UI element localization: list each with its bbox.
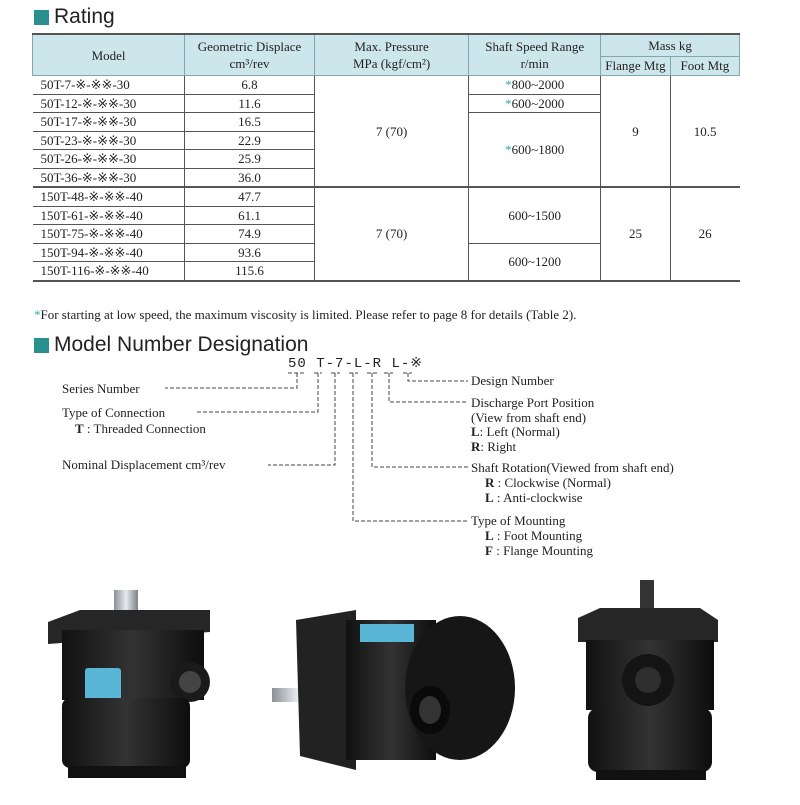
flange-mass-group1: 9 — [601, 76, 671, 188]
label-connection-t — [75, 421, 206, 437]
designation-heading — [34, 333, 308, 357]
asterisk-mark: * — [505, 77, 512, 93]
rating-footnote — [34, 307, 576, 323]
asterisk-mark: * — [34, 307, 41, 322]
code-displacement: 7 — [335, 356, 345, 372]
key-t: T — [75, 421, 84, 436]
key-l: L — [471, 424, 480, 439]
speed-cell — [469, 94, 601, 113]
model-cell: 50T-12-※-※※-30 — [33, 94, 185, 113]
designation-title: Model Number Designation — [54, 333, 309, 356]
header-speed-unit: r/min — [520, 56, 549, 71]
label-mounting-f — [485, 543, 593, 559]
code-discharge: L — [391, 356, 401, 372]
footnote-text: For starting at low speed, the maximum viscosity is limited. Please refer to page 8 for details (Table 2). — [40, 307, 577, 322]
model-code — [288, 355, 423, 372]
header-foot — [670, 57, 739, 76]
key-r: R — [485, 475, 495, 490]
section-square-icon — [34, 10, 49, 25]
disp-cell: 93.6 — [185, 243, 315, 262]
disp-cell: 74.9 — [185, 225, 315, 244]
text-clockwise: : Clockwise (Normal) — [497, 475, 612, 490]
header-displacement-text: Geometric Displace — [197, 39, 302, 54]
header-pressure-unit: MPa (kgf/cm²) — [352, 56, 431, 71]
model-cell: 50T-17-※-※※-30 — [33, 113, 185, 132]
key-r: R — [471, 439, 481, 454]
speed-cell: 600~1200 — [469, 243, 601, 281]
code-series: 50 — [288, 356, 307, 372]
text-anticlockwise: : Anti-clockwise — [496, 490, 583, 505]
disp-cell: 22.9 — [185, 131, 315, 150]
code-dash: - — [344, 356, 354, 372]
header-speed — [469, 34, 601, 76]
header-speed-text: Shaft Speed Range — [485, 39, 585, 54]
header-pressure-text: Max. Pressure — [354, 39, 429, 54]
speed-value: 600~1800 — [511, 142, 565, 157]
label-design-number: Design Number — [471, 373, 554, 388]
asterisk-mark: * — [505, 95, 512, 111]
text-foot: : Foot Mounting — [496, 528, 583, 543]
header-displacement-unit: cm³/rev — [229, 56, 270, 71]
header-displacement — [185, 34, 315, 76]
label-discharge-l — [471, 424, 560, 440]
header-mass — [601, 34, 740, 57]
model-cell: 50T-26-※-※※-30 — [33, 150, 185, 169]
disp-cell: 6.8 — [185, 76, 315, 95]
header-model — [33, 34, 185, 76]
key-l: L — [485, 528, 494, 543]
label-discharge-view: (View from shaft end) — [471, 410, 587, 425]
pressure-cell-group2: 7 (70) — [314, 187, 468, 281]
section-square-icon — [34, 338, 49, 353]
code-connection: T — [316, 356, 326, 372]
label-mounting-l — [485, 528, 582, 544]
key-l: L — [485, 490, 494, 505]
model-cell: 150T-61-※-※※-40 — [33, 206, 185, 225]
disp-cell: 115.6 — [185, 262, 315, 281]
label-discharge-r — [471, 439, 516, 455]
label-discharge: Discharge Port Position — [471, 395, 595, 410]
disp-cell: 36.0 — [185, 168, 315, 187]
code-rotation: R — [372, 356, 383, 372]
model-cell: 150T-116-※-※※-40 — [33, 262, 185, 281]
header-pressure — [314, 34, 468, 76]
pressure-cell-group1: 7 (70) — [314, 76, 468, 188]
text-threaded: : Threaded Connection — [86, 421, 206, 436]
model-cell: 50T-23-※-※※-30 — [33, 131, 185, 150]
flange-mass-group2: 25 — [601, 187, 671, 281]
code-mounting: L — [353, 356, 364, 372]
rating-title: Rating — [54, 5, 115, 28]
disp-cell: 16.5 — [185, 113, 315, 132]
header-mass-text: Mass kg — [648, 38, 692, 53]
header-flange-text: Flange Mtg — [605, 58, 666, 73]
foot-mass-group2: 26 — [670, 187, 739, 281]
header-flange — [601, 57, 671, 76]
pump-images — [0, 570, 800, 800]
key-f: F — [485, 543, 493, 558]
pump-photo-left — [48, 590, 210, 778]
designation-diagram — [0, 355, 800, 565]
label-rotation-l — [485, 490, 583, 506]
code-dash: - — [400, 356, 411, 372]
asterisk-mark: * — [505, 142, 512, 157]
model-cell: 150T-94-※-※※-40 — [33, 243, 185, 262]
disp-cell: 25.9 — [185, 150, 315, 169]
speed-cell: 600~1500 — [469, 187, 601, 243]
header-foot-text: Foot Mtg — [680, 58, 730, 73]
label-series: Series Number — [62, 381, 140, 396]
label-nominal: Nominal Displacement cm³/rev — [62, 457, 226, 472]
text-left: : Left (Normal) — [479, 424, 560, 439]
speed-cell — [469, 76, 601, 95]
speed-value: 800~2000 — [511, 77, 565, 93]
label-rotation: Shaft Rotation(Viewed from shaft end) — [471, 460, 674, 475]
pump-photo-middle — [272, 610, 515, 770]
model-cell: 50T-7-※-※※-30 — [33, 76, 185, 95]
header-model-text: Model — [91, 47, 126, 63]
code-dash: - — [325, 356, 336, 372]
speed-value: 600~2000 — [511, 95, 565, 111]
disp-cell: 11.6 — [185, 94, 315, 113]
disp-cell: 47.7 — [185, 187, 315, 206]
text-flange: : Flange Mounting — [496, 543, 593, 558]
code-dash: - — [363, 356, 373, 372]
model-cell: 50T-36-※-※※-30 — [33, 168, 185, 187]
model-cell: 150T-48-※-※※-40 — [33, 187, 185, 206]
label-rotation-r — [485, 475, 611, 491]
rating-table — [32, 33, 740, 282]
speed-cell — [469, 113, 601, 188]
label-mounting: Type of Mounting — [471, 513, 566, 528]
pump-photo-right — [578, 580, 718, 780]
disp-cell: 61.1 — [185, 206, 315, 225]
pump-photos — [0, 570, 800, 800]
foot-mass-group1: 10.5 — [670, 76, 739, 188]
model-cell: 150T-75-※-※※-40 — [33, 225, 185, 244]
label-connection: Type of Connection — [62, 405, 166, 420]
code-design: ※ — [410, 356, 424, 372]
rating-heading — [34, 5, 115, 29]
text-right: : Right — [480, 439, 517, 454]
